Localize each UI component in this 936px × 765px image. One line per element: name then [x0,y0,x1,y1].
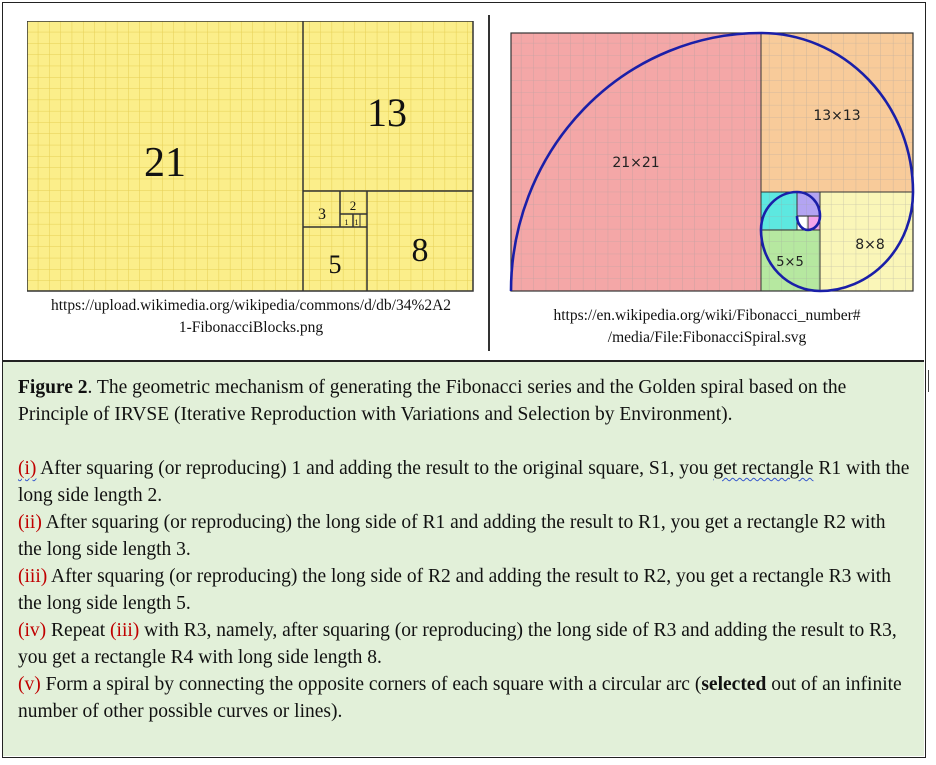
block-1a-label: 1 [344,218,349,227]
left-image-source-url [17,295,485,339]
square-21x21-label: 21×21 [612,155,660,171]
block-2-label: 2 [349,198,357,213]
block-21-label: 21 [144,140,186,186]
right-url-line2: /media/File:FibonacciSpiral.svg [607,329,807,346]
square-8x8-label: 8×8 [855,237,885,253]
step-v-text-b: out of an infinite number of other possible curves or lines). [18,674,902,722]
figure-number: Figure 2 [18,377,88,398]
square-13x13-label: 13×13 [813,108,861,124]
left-url-line1: https://upload.wikimedia.org/wikipedia/commons/d/db/34%2A2 [50,297,452,314]
step-v-text-a: Form a spiral by connecting the opposite corners of each square with a circular arc ( [40,674,702,695]
step-v-bold-word: selected [701,674,767,695]
step-iii [18,563,913,617]
step-ii-text: After squaring (or reproducing) the long side of R1 and adding the result to R1, you get a rectangle R2 with the long side length 3. [18,512,886,560]
step-v-marker: (v) [18,674,41,695]
step-i-marker: (i) [18,458,37,479]
figure-images-area [3,3,924,361]
figure-caption [18,374,913,725]
step-i [18,455,913,509]
step-i-text-a: After squaring (or reproducing) 1 and adding the result to the original square, S1, you [36,458,714,479]
block-1b-label: 1 [354,218,359,227]
caption-title-text: . The geometric mechanism of generating the Fibonacci series and the Golden spiral based on the Principle of IRVSE (Iterative Reproduction with Variations and Selection by Environment). [18,377,847,425]
step-ii-marker: (ii) [18,512,42,533]
fibonacci-spiral-image [509,31,915,293]
step-iv-marker: (iv) [18,620,47,641]
right-image-source-url [497,305,917,349]
step-ii [18,509,913,563]
fibonacci-blocks-image [27,21,477,293]
square-5x5-label: 5×5 [776,255,804,270]
right-url-line1: https://en.wikipedia.org/wiki/Fibonacci_number# [553,307,861,324]
block-8-label: 8 [411,232,429,269]
figure-caption-box [3,362,924,756]
block-3-label: 3 [318,206,326,223]
left-url-line2: 1-FibonacciBlocks.png [178,319,324,336]
step-iv-text-a: Repeat [46,620,111,641]
step-iv [18,617,913,671]
block-5-label: 5 [328,250,342,279]
step-iii-marker: (iii) [18,566,48,587]
figure-frame [2,2,926,758]
text-cursor [928,370,929,392]
step-i-text-c: R1 with the long side length 2. [18,458,910,506]
grammar-flagged-text[interactable]: get rectangle [713,458,814,479]
step-iv-ref: (iii) [110,620,140,641]
caption-title [18,374,913,428]
block-13-label: 13 [367,90,407,135]
image-divider [488,15,490,351]
step-v [18,671,913,725]
step-iii-text: After squaring (or reproducing) the long side of R2 and adding the result to R2, you get a rectangle R3 with the long side length 5. [18,566,891,614]
step-iv-text-b: with R3, namely, after squaring (or reproducing) the long side of R3 and adding the result to R3, you get a rectangle R4 with long side length 8. [18,620,897,668]
